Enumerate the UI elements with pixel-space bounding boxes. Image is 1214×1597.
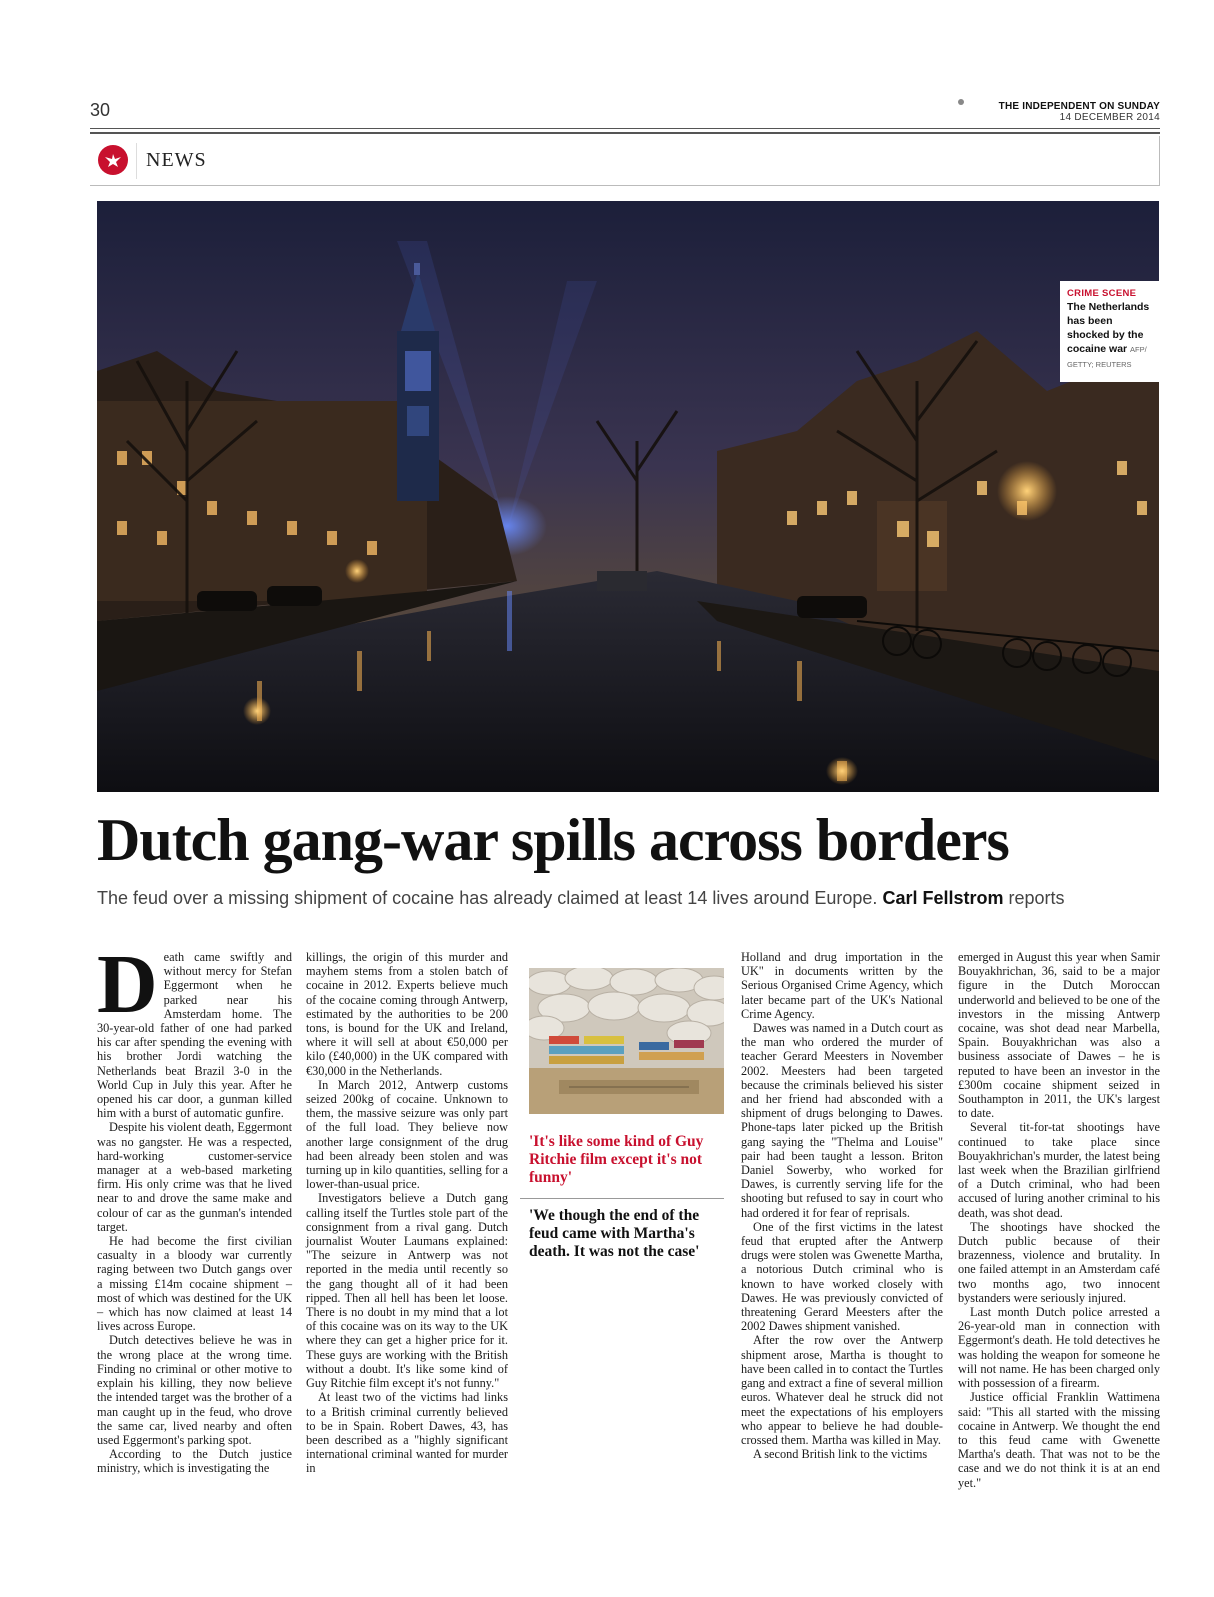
- article-column-4: [741, 950, 943, 1461]
- pull-quote-divider: [520, 1198, 724, 1199]
- paragraph: Dutch detectives believe he was in the wrong place at the wrong time. Finding no criminal or other motive to explain his killing, they now believe the intended target was the brother of a man caught up in the feud, who drove the same car, lived nearby and often used Eggermont's parking spot.: [97, 1333, 292, 1447]
- paragraph: emerged in August this year when Samir Bouyakhrichan, 36, said to be a major figure in the Dutch Moroccan underworld and believed to be one of the investors in the missing Antwerp cocaine, was shot dead near Marbella, Spain. Bouyakhrichan was also a business associate of Dawes – he is reputed to have been an investor in the £300m cocaine shipment seized in Southampton in 2011, the UK's largest to date.: [958, 950, 1160, 1121]
- paragraph: Justice official Franklin Wattimena said: "This all started with the missing cocaine in Antwerp. We thought the end to this feud came with Gwenette Martha's death. That was not to be the case and we do not think it is at an end yet.": [958, 1390, 1160, 1490]
- headline: Dutch gang-war spills across borders: [97, 807, 1009, 873]
- paragraph: In March 2012, Antwerp customs seized 200kg of cocaine. Unknown to them, the massive seizure was only part of the full load. They believe now another large consignment of the drug had been already been stolen and was turning up in kilo quantities, selling for a lower-than-usual price.: [306, 1077, 508, 1192]
- byline: Carl Fellstrom: [882, 888, 1004, 908]
- header-rule-thick: [90, 132, 1160, 134]
- paragraph: Several tit-for-tat shootings have continued to take place since Bouyakhrichan's murder, the latest being last week when the Brazilian girlfriend of a Dutch criminal, who had been accused of luring another criminal to his death, was shot dead.: [958, 1120, 1160, 1220]
- page-number: 30: [90, 100, 111, 120]
- paragraph: The shootings have shocked the Dutch public because of their brazenness, violence and brutality. In one failed attempt in an Amsterdam café two months ago, two innocent bystanders were seriously injured.: [958, 1219, 1160, 1305]
- photo-credit: AFP/ GETTY; REUTERS: [1067, 345, 1147, 369]
- main-photo-amsterdam-canal: [97, 201, 1159, 792]
- section-bar: [90, 136, 1160, 186]
- paragraph: According to the Dutch justice ministry, which is investigating the: [97, 1447, 292, 1476]
- paragraph: One of the first victims in the latest feud that erupted after the Antwerp drugs were stolen was Gwenette Martha, a notorious Dutch criminal who is known to have worked closely with Dawes. He was previously convicted of threatening Gerard Meesters after the 2002 Dawes shipment vanished.: [741, 1219, 943, 1334]
- paragraph: Despite his violent death, Eggermont was no gangster. He was a respected, hard-working customer-service manager at a web-based marketing firm. His only crime was that he lived near to and drove the same make and colour of car as the gunman's intended target.: [97, 1120, 292, 1234]
- pull-quote-guy-ritchie: 'It's like some kind of Guy Ritchie film except it's not funny': [529, 1133, 704, 1186]
- byline-suffix: reports: [1008, 888, 1065, 908]
- article-column-5: [958, 950, 1160, 1490]
- eagle-logo-icon: [98, 145, 128, 175]
- article-column-2: [306, 950, 508, 1476]
- publication-masthead: [999, 101, 1160, 123]
- paragraph: At least two of the victims had links to a British criminal currently believed to be in Spain. Robert Dawes, 43, has been described as a "highly significant international criminal wanted for murder in: [306, 1390, 508, 1476]
- photo-caption: [1060, 281, 1159, 382]
- paragraph: A second British link to the victims: [753, 1447, 928, 1462]
- standfirst-text: The feud over a missing shipment of cocaine has already claimed at least 14 lives around Europe.: [97, 888, 878, 908]
- paragraph: Holland and drug importation in the UK" in documents written by the Serious Organised Crime Agency, which later became part of the UK's National Crime Agency.: [741, 950, 943, 1021]
- paragraph: Investigators believe a Dutch gang calling itself the Turtles stole part of the consignment from a rival gang. Dutch journalist Wouter Laumans explained: "The seizure in Antwerp was not reported in the media until recently so the gang thought all of it had been ripped. Then all hell has been let loose. There is no doubt in my mind that a lot of this cocaine was on its way to the UK where they can get a higher price for it. These guys are working with the British without a doubt. It's like some kind of Guy Ritchie film except it's not funny.": [306, 1191, 508, 1391]
- publication-date: 14 DECEMBER 2014: [1059, 112, 1160, 123]
- header-rule: [90, 128, 1160, 129]
- section-divider: [136, 143, 137, 179]
- paragraph: Dawes was named in a Dutch court as the man who ordered the murder of teacher Gerard Meesters in November 2002. Meesters had been targeted because the criminals believed his sister and her friend had absconded with a shipment of drugs belonging to Dawes. Phone-taps later picked up the British gang saying the "Thelma and Louise" pair had been taught a lesson. Briton Daniel Sowerby, who worked for Dawes, is currently serving life for the shooting but refused to say in court who had ordered it for fear of reprisals.: [741, 1021, 943, 1220]
- paragraph: killings, the origin of this murder and mayhem stems from a stolen batch of cocaine in 2012. Experts believe much of the cocaine coming through Antwerp, estimated by the authorities to be 200 tons, is bound for the UK and Ireland, where it will sell at about €50,000 per kilo (£40,000) in the UK compared with €30,000 in the Netherlands.: [306, 950, 508, 1078]
- paragraph: Last month Dutch police arrested a 26-year-old man in connection with Eggermont's death. He told detectives he was holding the weapon for someone he will not name. He has been charged only with possession of a firearm.: [958, 1305, 1160, 1391]
- caption-body: The Netherlands has been shocked by the cocaine war: [1067, 301, 1150, 355]
- paragraph: He had become the first civilian casualty in a bloody war currently raging between two Dutch gangs over a missing £14m cocaine shipment – most of which was destined for the UK – which has now claimed at least 14 lives across Europe.: [97, 1234, 292, 1334]
- article-column-1: [97, 938, 292, 1476]
- inset-photo-cocaine-packages: [529, 968, 724, 1114]
- paragraph: After the row over the Antwerp shipment arose, Martha is thought to have been called in to contact the Turtles gang and extract a fine of several million euros. Whatever deal he struck did not meet the expectations of his employers who appear to believe he had double-crossed them. Martha was killed in May.: [741, 1333, 943, 1447]
- standfirst: [97, 888, 1065, 909]
- caption-text: [1067, 300, 1152, 372]
- drop-cap: D: [97, 938, 158, 1031]
- section-label: NEWS: [146, 149, 207, 171]
- header-bullet: [958, 99, 964, 105]
- caption-kicker: CRIME SCENE: [1067, 288, 1137, 299]
- pull-quote-martha: 'We though the end of the feud came with Martha's death. It was not the case': [529, 1207, 700, 1260]
- publication-name: THE INDEPENDENT ON SUNDAY: [998, 101, 1160, 112]
- lead-paragraph: [97, 938, 292, 1121]
- lead-text: eath came swiftly and without mercy for Stefan Eggermont when he parked near his Amsterdam home. The 30-year-old father of one had parked his car after spending the evening with his brother Jordi watching the Netherlands beat Brazil 3-0 in the World Cup in July this year. After he opened his car door, a gunman killed him with a burst of automatic gunfire.: [97, 950, 292, 1121]
